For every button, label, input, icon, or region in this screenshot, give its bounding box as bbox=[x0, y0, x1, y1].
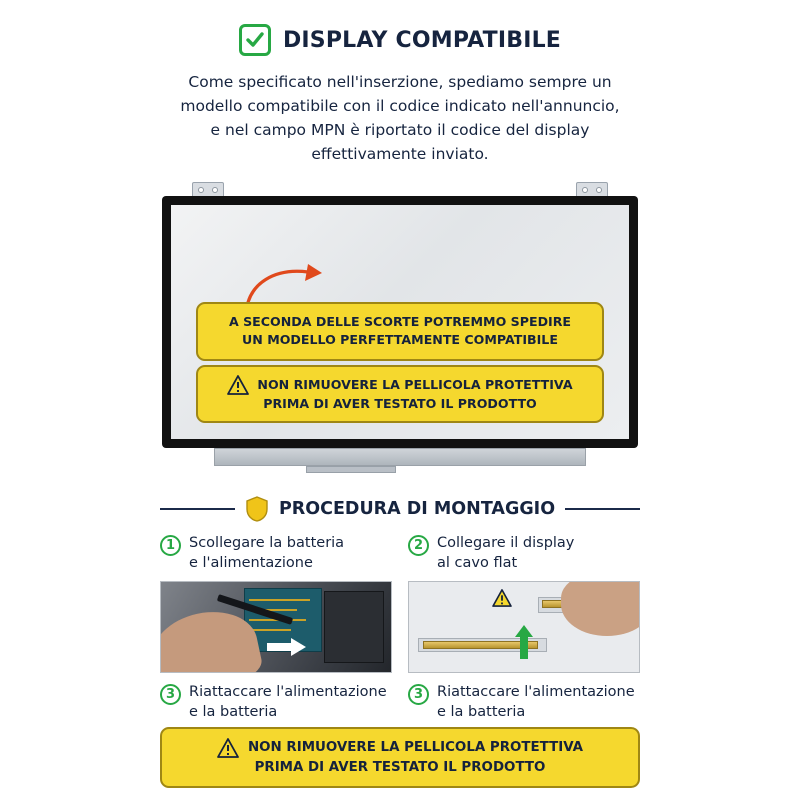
content-column bbox=[150, 0, 650, 800]
step-label bbox=[437, 683, 635, 722]
step-2-line-2: al cavo flat bbox=[437, 554, 518, 571]
step-1-line-2: e l'alimentazione bbox=[189, 554, 313, 571]
procedure-title: PROCEDURA DI MONTAGGIO bbox=[278, 499, 556, 520]
panel-bottom-strip bbox=[214, 448, 586, 466]
film-warning-callout bbox=[196, 365, 604, 423]
footer-warning-line-2: PRIMA DI AVER TESTATO IL PRODOTTO bbox=[254, 759, 546, 775]
check-square-icon bbox=[239, 24, 271, 56]
hand-region bbox=[561, 581, 640, 636]
intro-text bbox=[178, 70, 622, 166]
step-3-right-line-2: e la batteria bbox=[437, 703, 526, 720]
step-item-1 bbox=[160, 534, 392, 573]
footer-warning-banner bbox=[160, 727, 640, 788]
laptop-internals-photo bbox=[160, 581, 392, 673]
intro-line-4: effettivamente inviato. bbox=[311, 145, 489, 164]
step-label bbox=[189, 534, 344, 573]
up-arrow-icon bbox=[515, 625, 533, 659]
right-arrow-icon bbox=[267, 638, 307, 656]
page-title: DISPLAY COMPATIBILE bbox=[282, 27, 562, 53]
step-number-badge: 3 bbox=[408, 684, 429, 705]
steps-row-bottom bbox=[150, 673, 650, 722]
step-label bbox=[189, 683, 387, 722]
step-item-2 bbox=[408, 534, 640, 573]
compatibility-callout bbox=[196, 302, 604, 361]
right-margin bbox=[650, 0, 800, 800]
compatibility-callout-line-1: A SECONDA DELLE SCORTE POTREMMO SPEDIRE bbox=[228, 314, 572, 330]
step-number-badge: 2 bbox=[408, 535, 429, 556]
divider-left bbox=[160, 508, 235, 510]
intro-line-2: modello compatibile con il codice indicato nell'annuncio, bbox=[180, 97, 620, 116]
battery-region bbox=[324, 591, 384, 663]
step-label bbox=[437, 534, 574, 573]
header bbox=[150, 24, 650, 56]
film-warning-line-1: NON RIMUOVERE LA PELLICOLA PROTETTIVA bbox=[257, 376, 573, 392]
warning-triangle-icon bbox=[492, 589, 512, 607]
step-number-badge: 3 bbox=[160, 684, 181, 705]
shield-icon bbox=[245, 496, 269, 522]
display-panel-illustration bbox=[156, 182, 644, 482]
intro-line-3: e nel campo MPN è riportato il codice del display bbox=[210, 121, 590, 140]
step-3-right-line-1: Riattaccare l'alimentazione bbox=[437, 684, 635, 701]
steps-row-top bbox=[150, 522, 650, 573]
procedure-heading bbox=[150, 496, 650, 522]
flat-cable-connector-photo bbox=[408, 581, 640, 673]
intro-line-1: Come specificato nell'inserzione, spediamo sempre un bbox=[188, 73, 612, 91]
film-warning-line-2: PRIMA DI AVER TESTATO IL PRODOTTO bbox=[263, 396, 537, 412]
step-3-left-line-1: Riattaccare l'alimentazione bbox=[189, 684, 387, 701]
step-1-line-1: Scollegare la batteria bbox=[189, 535, 345, 552]
step-2-line-1: Collegare il display bbox=[437, 535, 575, 552]
footer-warning-line-1: NON RIMUOVERE LA PELLICOLA PROTETTIVA bbox=[247, 739, 584, 755]
panel-connector bbox=[306, 466, 396, 473]
steps-photo-row bbox=[150, 573, 650, 673]
step-number-badge: 1 bbox=[160, 535, 181, 556]
step-item-3-left bbox=[160, 683, 392, 722]
warning-triangle-icon bbox=[217, 738, 239, 758]
compatibility-callout-line-2: UN MODELLO PERFETTAMENTE COMPATIBILE bbox=[242, 332, 558, 348]
divider-right bbox=[565, 508, 640, 510]
left-margin bbox=[0, 0, 150, 800]
warning-triangle-icon bbox=[227, 375, 249, 395]
step-item-3-right bbox=[408, 683, 640, 722]
step-3-left-line-2: e la batteria bbox=[189, 703, 278, 720]
